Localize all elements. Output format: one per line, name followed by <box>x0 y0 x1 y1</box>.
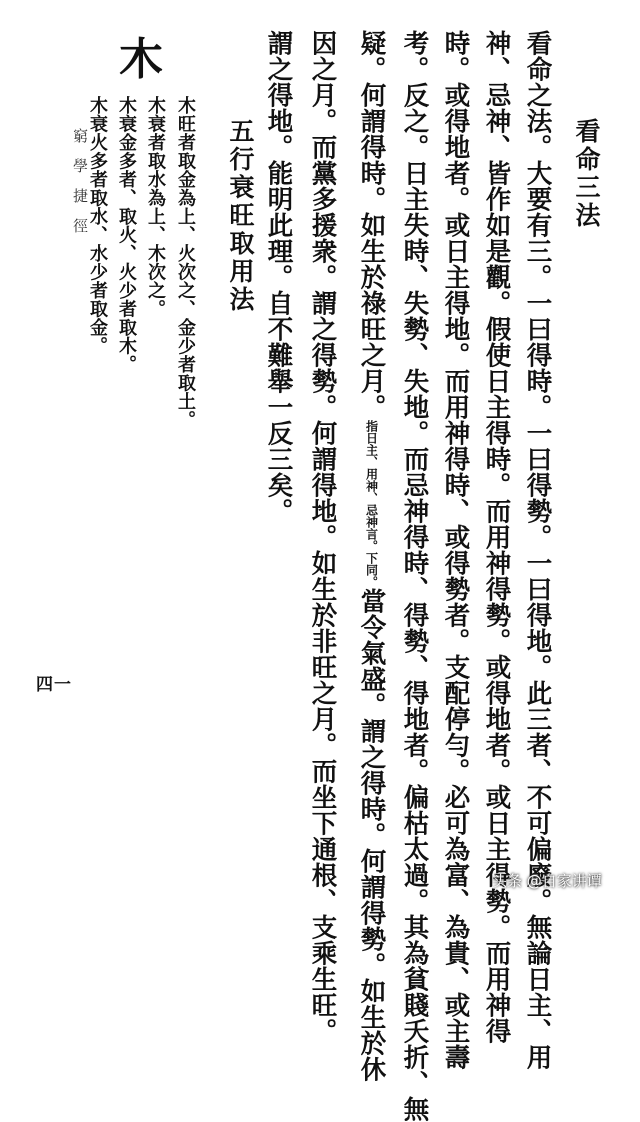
body-line-5-tail: 當令氣盛。謂之得時。何謂得勢。如生於休 <box>356 588 387 1082</box>
section2-note-2: 木衰者取水為上、木次之。 <box>145 96 166 318</box>
body-line-4: 考。反之。日主失時、失勢、失地。而忌神得時、得勢、得地者。偏枯太過。其為貧賤夭折、無 <box>399 30 430 1122</box>
body-line-5 <box>356 30 387 1082</box>
section2-note-1: 木旺者取金為上、火次之、金少者取土。 <box>175 96 196 429</box>
section2-title: 五行衰旺取用法 <box>226 118 255 314</box>
section2-note-3: 木衰金多者、取火、火少者取木。 <box>116 96 137 374</box>
source-watermark: 头条 @自家讲谭 <box>492 872 602 890</box>
heading-char-wood: 木 <box>119 34 163 85</box>
body-line-2: 神、忌神、皆作如是觀。假使日主得時。而用神得勢。或得地者。或日主得勢。而用神得 <box>481 30 512 1044</box>
body-line-3: 時。或得地者。或日主得地。而用神得時、或得勢者。支配停勻。必可為富、為貴、或主壽 <box>440 30 471 1070</box>
page-number: 四一 <box>36 675 72 695</box>
body-line-6: 因之月。而黨多援衆。謂之得勢。何謂得地。如生於非旺之月。而坐下通根、支乘生旺。 <box>307 30 338 1044</box>
section2-note-4: 木衰火多者取水、水少者取金。 <box>87 96 108 355</box>
margin-label: 窮學捷徑 <box>71 128 89 248</box>
body-line-1: 看命之法。大要有三。一曰得時。一曰得勢。一曰得地。此三者、不可偏廢。無論日主、用 <box>522 30 553 1070</box>
annotation-note: 指日主、用神、忌神言。下同。 <box>364 420 379 588</box>
body-line-7: 謂之得地。能明此理。自不難舉一反三矣。 <box>263 30 294 524</box>
body-line-5-head: 疑。何謂得時。如生於祿旺之月。 <box>356 30 387 420</box>
section1-title: 看命三法 <box>572 118 601 230</box>
